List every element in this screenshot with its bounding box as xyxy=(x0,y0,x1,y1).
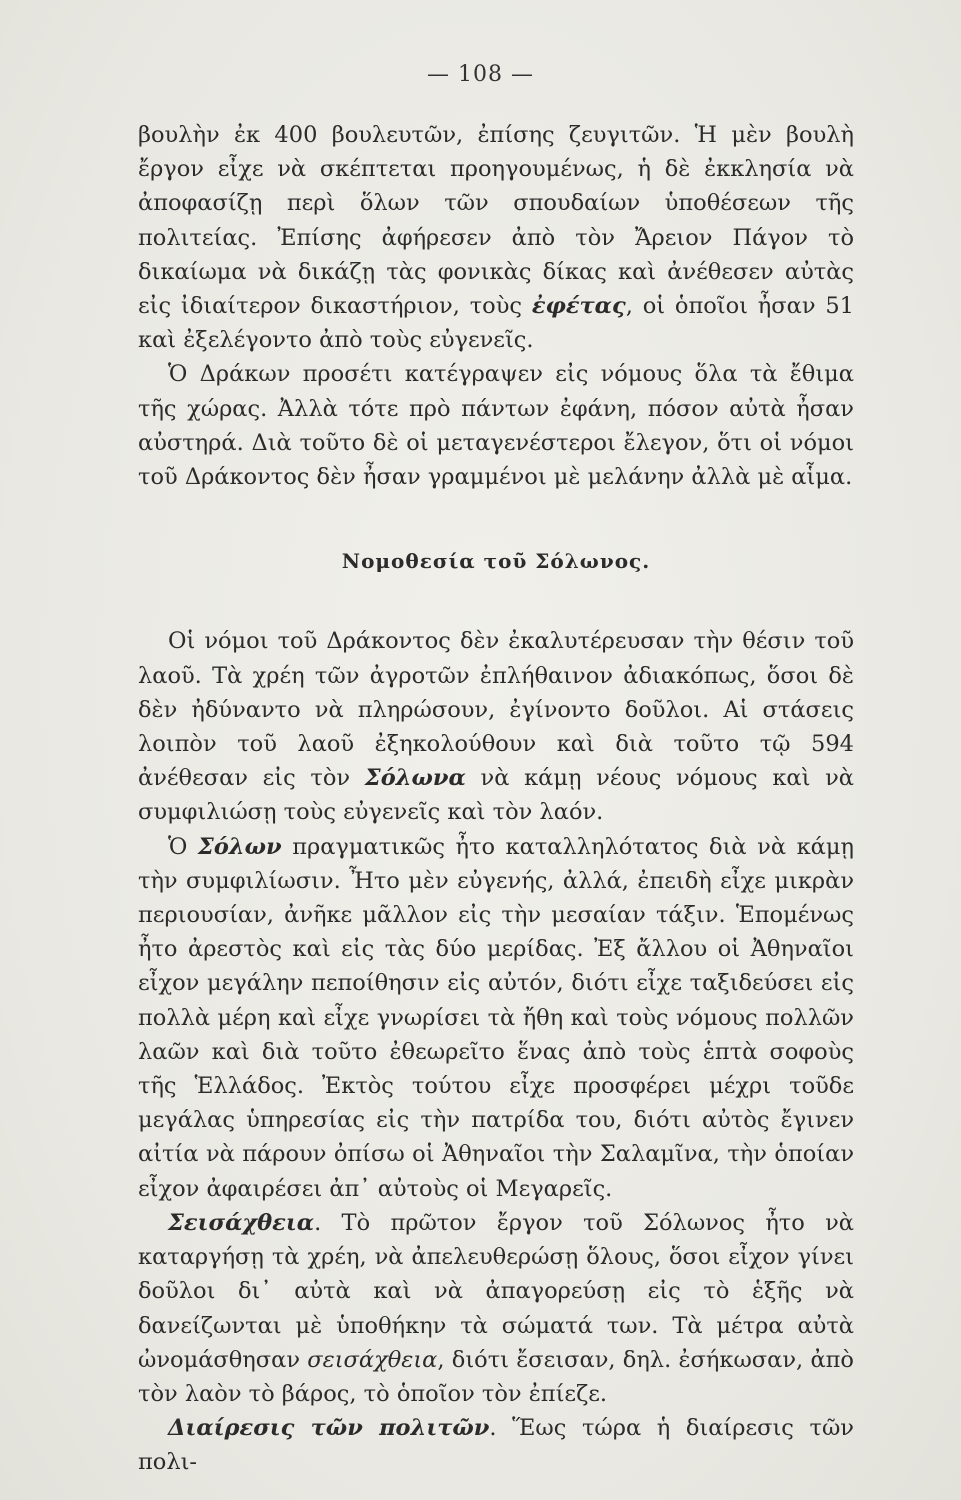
emphasis-seisachtheia: σεισάχθεια xyxy=(307,1346,438,1373)
paragraph-4 xyxy=(138,830,854,1206)
paragraph-5 xyxy=(138,1206,854,1411)
name-solona: Σόλωνα xyxy=(364,765,466,792)
term-seisachtheia: Σεισάχθεια xyxy=(168,1209,315,1236)
paragraph-1 xyxy=(138,118,854,357)
paragraph-6 xyxy=(138,1411,854,1479)
page-number: — 108 — xyxy=(427,62,534,87)
paragraph-4-text-b: πραγματικῶς ἦτο καταλληλότατος διὰ νὰ κάμῃ τὴν συμφιλίωσιν. Ἦτο μὲν εὐγενής, ἀλλά, ἐπειδὴ εἶχε μικρὰν περιουσίαν, ἀνῆκε μᾶλλον εἰς τὴν μεσαίαν τάξιν. Ἑπομένως ἦτο ἀρεστὸς καὶ εἰς τὰς δύο μερίδας. Ἐξ ἄλλου οἱ Ἀθηναῖοι εἶχον μεγάλην πεποίθησιν εἰς αὐτόν, διότι εἶχε ταξιδεύσει εἰς πολλὰ μέρη καὶ εἶχε γνωρίσει τὰ ἤθη καὶ τοὺς νόμους πολλῶν λαῶν καὶ διὰ τοῦτο ἐθεωρεῖτο ἕνας ἀπὸ τοὺς ἑπτὰ σοφοὺς τῆς Ἑλλάδος. Ἐκτὸς τούτου εἶχε προσφέρει μέχρι τοῦδε μεγάλας ὑπηρεσίας εἰς τὴν πατρίδα του, διότι αὐτὸς ἔγινεν αἰτία νὰ πάρουν ὀπίσω οἱ Ἀθηναῖοι τὴν Σαλαμῖνα, τὴν ὁποίαν εἶχον ἀφαιρέσει ἀπ᾽ αὐτοὺς οἱ Μεγαρεῖς. xyxy=(138,833,854,1202)
body-text xyxy=(138,118,854,1480)
term-ephetai: ἐφέτας xyxy=(531,293,626,320)
paragraph-2: Ὁ Δράκων προσέτι κατέγραψεν εἰς νόμους ὅλα τὰ ἔθιμα τῆς χώρας. Ἀλλὰ τότε πρὸ πάντων ἐφάνη, πόσον αὐτὰ ἦσαν αὐστηρά. Διὰ τοῦτο δὲ οἱ μεταγενέστεροι ἔλεγον, ὅτι οἱ νόμοι τοῦ Δράκοντος δὲν ἦσαν γραμμένοι μὲ μελάνην ἀλλὰ μὲ αἷμα. xyxy=(138,361,854,491)
paragraph-5-text-b: , διότι ἔσεισαν, δηλ. ἐσήκωσαν, ἀπὸ τὸν λαὸν τὸ βάρος, τὸ ὁποῖον τὸν ἐπίεζε. xyxy=(138,1346,854,1407)
paragraph-1-text-a: βουλὴν ἐκ 400 βουλευτῶν, ἐπίσης ζευγιτῶν. Ἡ μὲν βουλὴ ἔργον εἶχε νὰ σκέπτεται προηγουμένως, ἡ δὲ ἐκκλησία νὰ ἀποφασίζῃ περὶ ὅλων τῶν σπουδαίων ὑποθέσεων τῆς πολιτείας. Ἐπίσης ἀφήρεσεν ἀπὸ τὸν Ἄρειον Πάγον τὸ δικαίωμα νὰ δικάζῃ τὰς φονικὰς δίκας καὶ ἀνέθεσεν αὐτὰς εἰς ἰδιαίτερον δικαστήριον, τοὺς xyxy=(138,122,854,320)
section-heading: Νομοθεσία τοῦ Σόλωνος. xyxy=(341,549,651,574)
term-diairesis: Διαίρεσις τῶν πολιτῶν xyxy=(168,1415,490,1442)
paragraph-5-text-a: . Τὸ πρῶτον ἔργον τοῦ Σόλωνος ἦτο νὰ καταργήσῃ τὰ χρέη, νὰ ἀπελευθερώσῃ ὅλους, ὅσοι εἶχον γίνει δοῦλοι δι᾽ αὐτὰ καὶ νὰ ἀπαγορεύσῃ εἰς τὸ ἑξῆς νὰ δανείζωνται μὲ ὑποθήκην τὰ σώματά των. Τὰ μέτρα αὐτὰ ὠνομάσθησαν xyxy=(138,1209,854,1373)
name-solon: Σόλων xyxy=(197,833,282,860)
paragraph-3-text-b: νὰ κάμῃ νέους νόμους καὶ νὰ συμφιλιώσῃ τοὺς εὐγενεῖς καὶ τὸν λαόν. xyxy=(138,765,854,826)
paragraph-6-text-a: . Ἕως τώρα ἡ διαίρεσις τῶν πολι- xyxy=(138,1415,854,1476)
paragraph-3-text-a: Οἱ νόμοι τοῦ Δράκοντος δὲν ἐκαλυτέρευσαν τὴν θέσιν τοῦ λαοῦ. Τὰ χρέη τῶν ἀγροτῶν ἐπλήθαινον ἀδιακόπως, ὅσοι δὲ δὲν ἠδύναντο νὰ πληρώσουν, ἐγίνοντο δοῦλοι. Αἱ στάσεις λοιπὸν τοῦ λαοῦ ἐξηκολούθουν καὶ διὰ τοῦτο τῷ 594 ἀνέθεσαν εἰς τὸν xyxy=(138,628,854,792)
paragraph-3 xyxy=(138,624,854,829)
paragraph-1-text-b: , οἱ ὁποῖοι ἦσαν 51 καὶ ἐξελέγοντο ἀπὸ τοὺς εὐγενεῖς. xyxy=(138,293,854,354)
paragraph-4-text-a: Ὁ xyxy=(168,833,198,860)
